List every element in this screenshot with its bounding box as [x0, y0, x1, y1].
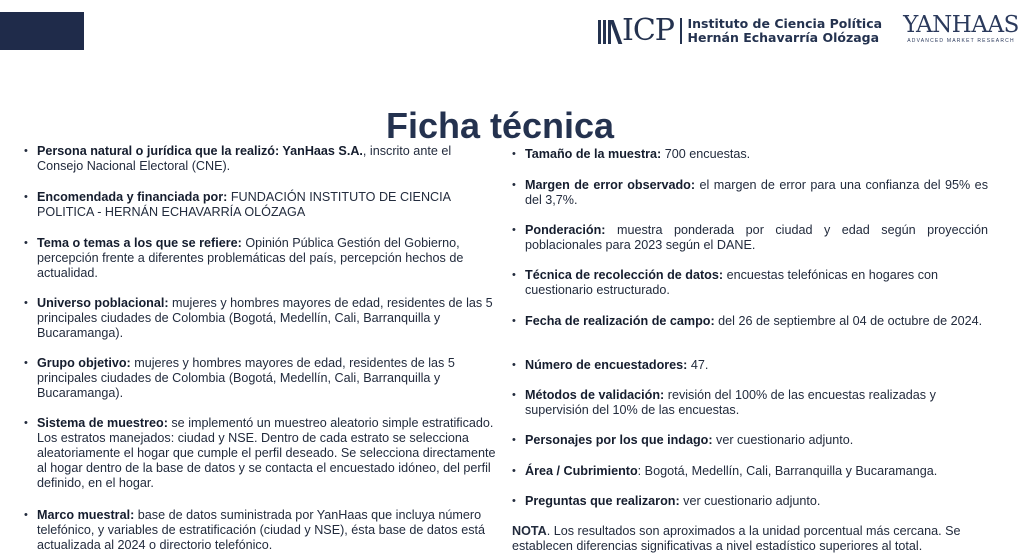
item-text: , inscrito ante el Consejo Nacional Electoral (CNE).	[37, 144, 452, 173]
item-text: base de datos suministrada por YanHaas que incluya número telefónico, y variables de estratificación (ciudad y NSE), ésta base de datos está actualizada al 2024 o directorio telefónico.	[37, 508, 486, 552]
list-item-metodos-validacion	[512, 388, 988, 418]
item-label: Grupo objetivo:	[37, 356, 131, 370]
item-label: Métodos de validación:	[525, 388, 665, 402]
item-label: Personajes por los que indago:	[525, 433, 713, 447]
icp-wordmark: ICP	[622, 13, 674, 48]
list-item-grupo-objetivo	[24, 356, 497, 401]
header-color-block	[0, 12, 84, 50]
item-text: encuestas telefónicas en hogares con cuestionario estructurado.	[525, 268, 939, 297]
item-label: Universo poblacional:	[37, 296, 169, 310]
item-label: Encomendada y financiada por:	[37, 190, 228, 204]
yanhaas-logo	[902, 12, 1020, 50]
footnote	[512, 524, 992, 554]
list-item-fecha-campo	[512, 314, 988, 329]
item-text: el margen de error para una confianza del 95% es del 3,7%.	[525, 178, 988, 207]
list-item-preguntas	[512, 494, 988, 509]
icp-divider	[680, 18, 682, 44]
icp-name-line-1: Instituto de Ciencia Política	[687, 16, 883, 31]
item-text: ver cuestionario adjunto.	[712, 433, 854, 447]
list-item-marco-muestral	[24, 508, 497, 553]
item-label: Sistema de muestreo:	[37, 416, 168, 430]
list-item-tecnica-recoleccion	[512, 268, 988, 298]
item-text: muestra ponderada por ciudad y edad según proyección poblacionales para 2023 según el DANE.	[525, 223, 988, 252]
item-text: 47.	[687, 358, 709, 372]
item-text: : Bogotá, Medellín, Cali, Barranquilla y Bucaramanga.	[637, 464, 938, 478]
list-item-realizada-por	[24, 144, 497, 174]
icp-columns-icon	[598, 18, 620, 44]
item-label: Marco muestral:	[37, 508, 135, 522]
item-label: Preguntas que realizaron:	[525, 494, 680, 508]
list-item-numero-encuestadores	[512, 358, 988, 373]
list-item-margen-error	[512, 178, 988, 208]
item-text: se implementó un muestreo aleatorio simple estratificado. Los estratos manejados: ciudad y NSE. Dentro de cada estrato se selecciona aleatoriamente el hogar que cumple el perfil deseado. Se selecciona directamente al hogar dentro de la base de datos y se contacta el encuestado idóneo, del perfil definido, en el hogar.	[37, 416, 496, 490]
item-label: Tamaño de la muestra:	[525, 147, 662, 161]
yanhaas-tagline: ADVANCED MARKET RESEARCH	[907, 38, 1015, 44]
item-text: Opinión Pública Gestión del Gobierno, percepción frente a diferentes problemáticas del país, percepción hechos de actualidad.	[37, 236, 464, 280]
list-item-ponderacion	[512, 223, 988, 253]
footnote-text: . Los resultados son aproximados a la unidad porcentual más cercana. Se establecen diferencias significativas a nivel estadístico superiores al total.	[512, 524, 961, 553]
list-item-area-cubrimiento	[512, 464, 988, 479]
item-label: Margen de error observado:	[525, 178, 696, 192]
item-text: 700 encuestas.	[661, 147, 751, 161]
item-label: Técnica de recolección de datos:	[525, 268, 724, 282]
list-item-encomendada	[24, 190, 497, 220]
page-title: Ficha técnica	[385, 105, 615, 147]
item-text: ver cuestionario adjunto.	[679, 494, 821, 508]
item-text: mujeres y hombres mayores de edad, residentes de las 5 principales ciudades de Colombia (Bogotá, Medellín, Cali, Barranquilla y Bucaramanga).	[37, 356, 455, 400]
item-label: Fecha de realización de campo:	[525, 314, 715, 328]
item-label: Persona natural o jurídica que la realizó: YanHaas S.A.	[37, 144, 363, 158]
list-item-personajes	[512, 433, 988, 448]
yanhaas-wordmark: YANHAAS	[903, 12, 1019, 38]
icp-logo	[598, 14, 882, 48]
list-item-sistema-muestreo	[24, 416, 497, 491]
item-label: Ponderación:	[525, 223, 606, 237]
list-item-tamano-muestra	[512, 147, 988, 162]
item-text: FUNDACIÓN INSTITUTO DE CIENCIA POLITICA - HERNÁN ECHAVARRÍA OLÓZAGA	[37, 190, 451, 219]
item-label: Tema o temas a los que se refiere:	[37, 236, 242, 250]
item-label: Número de encuestadores:	[525, 358, 688, 372]
item-text: del 26 de septiembre al 04 de octubre de 2024.	[714, 314, 983, 328]
item-label: Área / Cubrimiento	[525, 464, 638, 478]
icp-institution-name	[688, 17, 883, 45]
list-item-temas	[24, 236, 497, 281]
item-text: mujeres y hombres mayores de edad, residentes de las 5 principales ciudades de Colombia (Bogotá, Medellín, Cali, Barranquilla y Bucaramanga).	[37, 296, 493, 340]
list-item-universo	[24, 296, 497, 341]
item-text: revisión del 100% de las encuestas realizadas y supervisión del 10% de las encuestas.	[525, 388, 936, 417]
footnote-label: NOTA	[512, 524, 547, 538]
icp-name-line-2: Hernán Echavarría Olózaga	[687, 30, 880, 45]
